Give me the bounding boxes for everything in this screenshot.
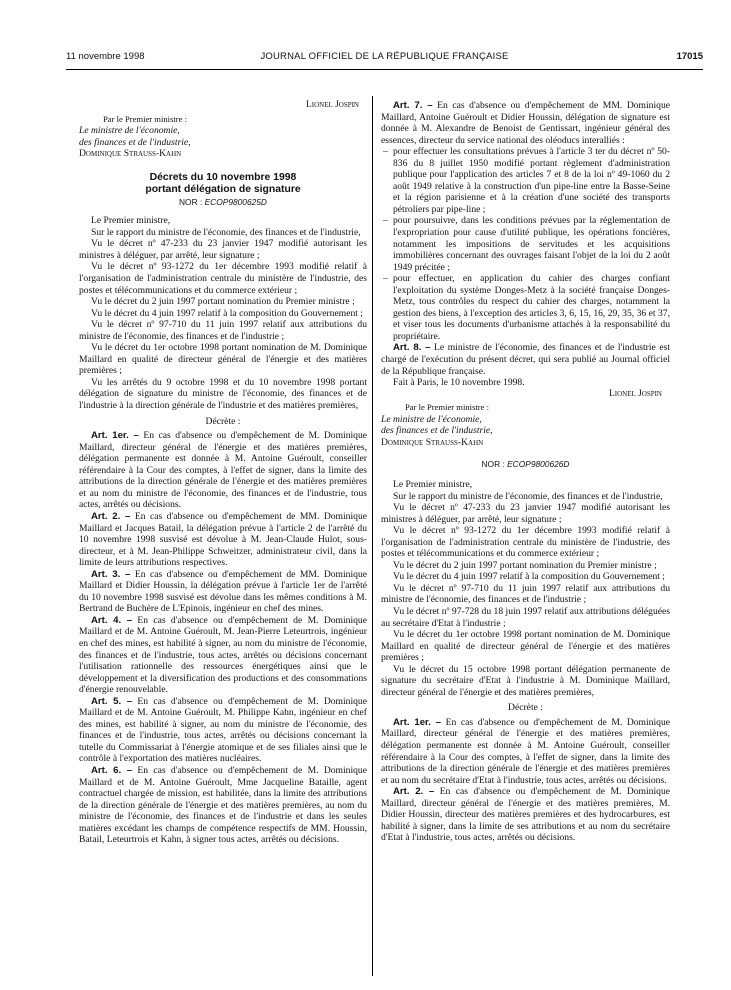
article-text: En cas d'absence ou d'empêchement de MM. Dominique Maillard et Didier Houssin, la délégation prévue à l'article 1er de l'arrêté du 10 novembre 1998 susvisé est dévolue dans les mêmes conditions à M. Bertrand de Buchère de L'Epinois, ingénieur en chef des mines. [79,568,367,615]
paragraph: Vu le décret du 1er octobre 1998 portant nomination de M. Dominique Maillard en qualité de directeur général de l'énergie et des matières premières ; [381,629,670,664]
paragraph: Vu le décret nº 97-710 du 11 juin 1997 relatif aux attributions du ministre de l'économie, des finances et de l'industrie ; [381,582,670,606]
article [79,511,367,569]
article [79,569,367,615]
paragraph: Le Premier ministre, [393,478,473,490]
article-label: Art. 2. – [393,786,435,798]
article [381,100,670,146]
paragraph: Vu le décret du 4 juin 1997 relatif à la composition du Gouvernement ; [91,307,363,319]
article [381,786,670,844]
article-label: Art. 5. – [91,695,133,707]
article-label: Art. 7. – [393,100,433,111]
list-item: – pour effectuer, en application du cahier des charges confiant l'exploitation du système Donges-Metz à la société française Donges-Metz, tous contrôles du respect du cahier des charges, notamment la gestion des biens, à l'exception des articles 3, 6, 15, 16, 29, 35, 36 et 37, et viser tous les documents d'urbanisme attachés à la responsabilité du propriétaire. [381,273,670,342]
decrete: Décrète : [508,702,543,714]
column-separator [372,96,373,976]
paragraph: Vu le décret du 1er octobre 1998 portant nomination de M. Dominique Maillard en qualité de directeur général de l'énergie et des matières premières ; [79,342,367,377]
right-column [381,100,670,844]
article [79,430,367,511]
article-text: En cas d'absence ou d'empêchement de MM. Dominique Maillard, Antoine Guéroult et Didier Houssin, délégation de signature est donnée à M. Alexandre de Benoist de Gentissart, ingénieur général des essences, directeur du service national des oléoducs interalliés : [381,100,670,146]
paragraph: Vu le décret nº 47-233 du 23 janvier 1947 modifié autorisant les ministres à déléguer, par arrêté, leur signature ; [79,238,367,261]
paragraph: Vu le décret nº 47-233 du 23 janvier 1947 modifié autorisant les ministres à déléguer, par arrêté, leur signature ; [381,502,670,525]
paragraph: Vu le décret nº 97-728 du 18 juin 1997 relatif aux attributions déléguées au secrétaire d'Etat à l'industrie ; [381,605,670,629]
article [79,696,367,765]
paragraph: Sur le rapport du ministre de l'économie, des finances et de l'industrie, [393,490,663,502]
nor-label: NOR : [481,459,505,470]
signature-prime-minister: Lionel Jospin [609,388,662,399]
nor-label: NOR : [179,196,203,207]
signature-minister: Dominique Strauss-Kahn [79,148,182,160]
article-text: En cas d'absence ou d'empêchement de MM. Dominique Maillard et Jacques Batail, la délégation prévue à l'article 2 de l'arrêté du 10 novembre 1998 susvisé est dévolue à M. Jean-Claude Hulot, sous-directeur, et à M. Jean-Philippe Schweitzer, administrateur civil, dans la limite de leurs attributions respectives. [79,510,367,569]
paragraph: Vu le décret nº 93-1272 du 1er décembre 1993 modifié relatif à l'organisation de l'administration centrale du ministère de l'industrie, des postes et télécommunications et du commerce extérieur ; [79,261,367,296]
article-text: En cas d'absence ou d'empêchement de M. Dominique Maillard et de M. Antoine Guéroult, Mme Jacqueline Bataille, agent contractuel chargée de mission, est habilitée, dans la limite des attributions de la direction générale de l'énergie et des matières premières, au nom du ministre de l'économie, des finances et de l'industrie et dans les seules matières excédant les champs de compétence respectifs de MM. Houssin, Batail, Leteurtrois et Kahn, à signer tous actes, arrêtés ou décisions. [79,764,367,846]
article-label: Art. 1er. – [91,430,139,442]
signature-minister: Dominique Strauss-Kahn [381,436,484,448]
signature-role: des finances et de l'industrie, [79,136,191,148]
list-item: – pour effectuer les consultations prévues à l'article 3 ter du décret nº 50-836 du 8 juillet 1950 modifié portant règlement d'administration publique pour l'application des articles 7 et 8 de la loi nº 49-1060 du 2 août 1949 relative à la construction d'un pipe-line entre la Basse-Seine et la région parisienne et à la création d'une société des transports pétroliers par pipe-line ; [381,146,670,215]
article-text: En cas d'absence ou d'empêchement de M. Dominique Maillard et de M. Antoine Guéroult, M. Philippe Kahn, ingénieur en chef des mines, est habilité à signer, au nom du ministre de l'économie, des finances et de l'industrie, tous actes, arrêtés ou décisions concernant la tutelle du Commissariat à l'énergie atomique et de ses filiales ainsi que le contrôle à l'exportation des matières nucléaires. [79,695,367,765]
article [381,342,670,377]
paragraph: Vu le décret nº 93-1272 du 1er décembre 1993 modifié relatif à l'organisation de l'administration centrale du ministère de l'industrie, des postes et télécommunications et du commerce extérieur ; [381,525,670,560]
paragraph: Sur le rapport du ministre de l'économie, des finances et de l'industrie, [91,226,361,238]
list-item: – pour poursuivre, dans les conditions prévues par la réglementation de l'expropriation pour cause d'utilité publique, les opérations foncières, notamment les impositions de servitudes et les acquisitions immobilières concernant des ouvrages faisant l'objet de la loi du 2 août 1949 précitée ; [381,215,670,273]
decrete: Décrète : [205,415,241,427]
article [79,615,367,696]
article [381,717,670,786]
paragraph: Vu le décret du 2 juin 1997 portant nomination du Premier ministre ; [91,296,355,308]
article-label: Art. 1er. – [393,716,442,728]
decree-title: portant délégation de signature [145,183,301,195]
issue-date: 11 novembre 1998 [66,51,145,62]
paragraph: Vu le décret nº 97-710 du 11 juin 1997 relatif aux attributions du ministre de l'économie, des finances et de l'industrie ; [79,319,367,342]
article-text: En cas d'absence ou d'empêchement de M. Dominique Maillard et de M. Antoine Guéroult, M. Jean-Pierre Leteurtrois, ingénieur en chef des mines, est habilité à signer, au nom du ministre de l'économie, des finances et de l'industrie, tous actes, arrêtés ou décisions concernant l'utilisation rationnelle des ressources énergétiques ainsi que le développement et la diversification des productions et des consommations d'énergie renouvelable. [79,614,367,696]
signature-role: des finances et de l'industrie, [381,425,493,437]
article-label: Art. 2. – [91,510,131,522]
paragraph: Vu le décret du 15 octobre 1998 portant délégation permanente de signature du secrétaire d'Etat à l'industrie à M. Dominique Maillard, directeur général de l'énergie et des matières premières, [381,663,670,698]
paragraph: Vu les arrêtés du 9 octobre 1998 et du 10 novembre 1998 portant délégation de signature du ministre de l'économie, des finances et de l'industrie à la direction générale de l'industrie et des matières premières, [79,376,367,412]
nor-reference [79,197,367,209]
article-label: Art. 8. – [393,342,431,354]
article [79,765,367,846]
nor-code: ECOP9800625D [204,196,267,207]
article-text: En cas d'absence ou d'empêchement de M. Dominique Maillard, directeur général de l'énergie et des matières premières, délégation permanente est donnée à M. Antoine Guéroult, conseiller référendaire à la Cour des comptes, à l'effet de signer, dans la limite des attributions de la direction générale de l'énergie et des matières premières et au nom du secrétaire d'Etat à l'industrie, tous actes, arrêtés ou décisions. [381,716,670,786]
signature-par: Par le Premier ministre : [405,402,490,413]
nor-code: ECOP9800626D [507,459,570,470]
paragraph: Vu le décret du 2 juin 1997 portant nomination du Premier ministre ; [393,559,657,571]
page-number: 17015 [676,51,703,62]
fait-a-paris: Fait à Paris, le 10 novembre 1998. [393,377,525,389]
article-label: Art. 4. – [91,614,133,626]
header-rule [66,69,703,70]
signature-par: Par le Premier ministre : [103,113,188,124]
article-text: En cas d'absence ou d'empêchement de M. Dominique Maillard, directeur général de l'énergie et des matières premières, délégation permanente est donnée à M. Antoine Guéroult, conseiller référendaire à la Cour des comptes, à l'effet de signer, dans la limite des attributions de la direction générale de l'énergie et des matières premières et au nom du ministre de l'économie, des finances et de l'industrie, tous actes, arrêtés ou décisions. [79,430,368,511]
left-column [79,100,367,846]
article-text: Le ministre de l'économie, des finances et de l'industrie est chargé de l'exécution du présent décret, qui sera publié au Journal officiel de la République française. [381,342,670,377]
signature-role: Le ministre de l'économie, [79,125,180,137]
paragraph: Vu le décret du 4 juin 1997 relatif à la composition du Gouvernement ; [393,571,665,583]
decree-title: Décrets du 10 novembre 1998 [149,171,297,183]
article-label: Art. 6. – [91,764,133,776]
signature-prime-minister: Lionel Jospin [306,100,359,110]
journal-title: JOURNAL OFFICIEL DE LA RÉPUBLIQUE FRANÇAISE [260,51,509,62]
page-header [66,51,703,67]
article-text: En cas d'absence ou d'empêchement de M. Dominique Maillard, directeur général de l'énergie et des matières premières, M. Didier Houssin, directeur des matières premières et des hydrocarbures, est habilité à signer, dans la limite de ses attributions et au nom du secrétaire d'Etat à l'industrie, tous actes, arrêtés ou décisions. [381,786,670,844]
article-list [381,146,670,342]
nor-reference [381,459,670,471]
article-label: Art. 3. – [91,568,131,580]
paragraph: Le Premier ministre, [91,215,171,227]
signature-role: Le ministre de l'économie, [381,413,482,425]
